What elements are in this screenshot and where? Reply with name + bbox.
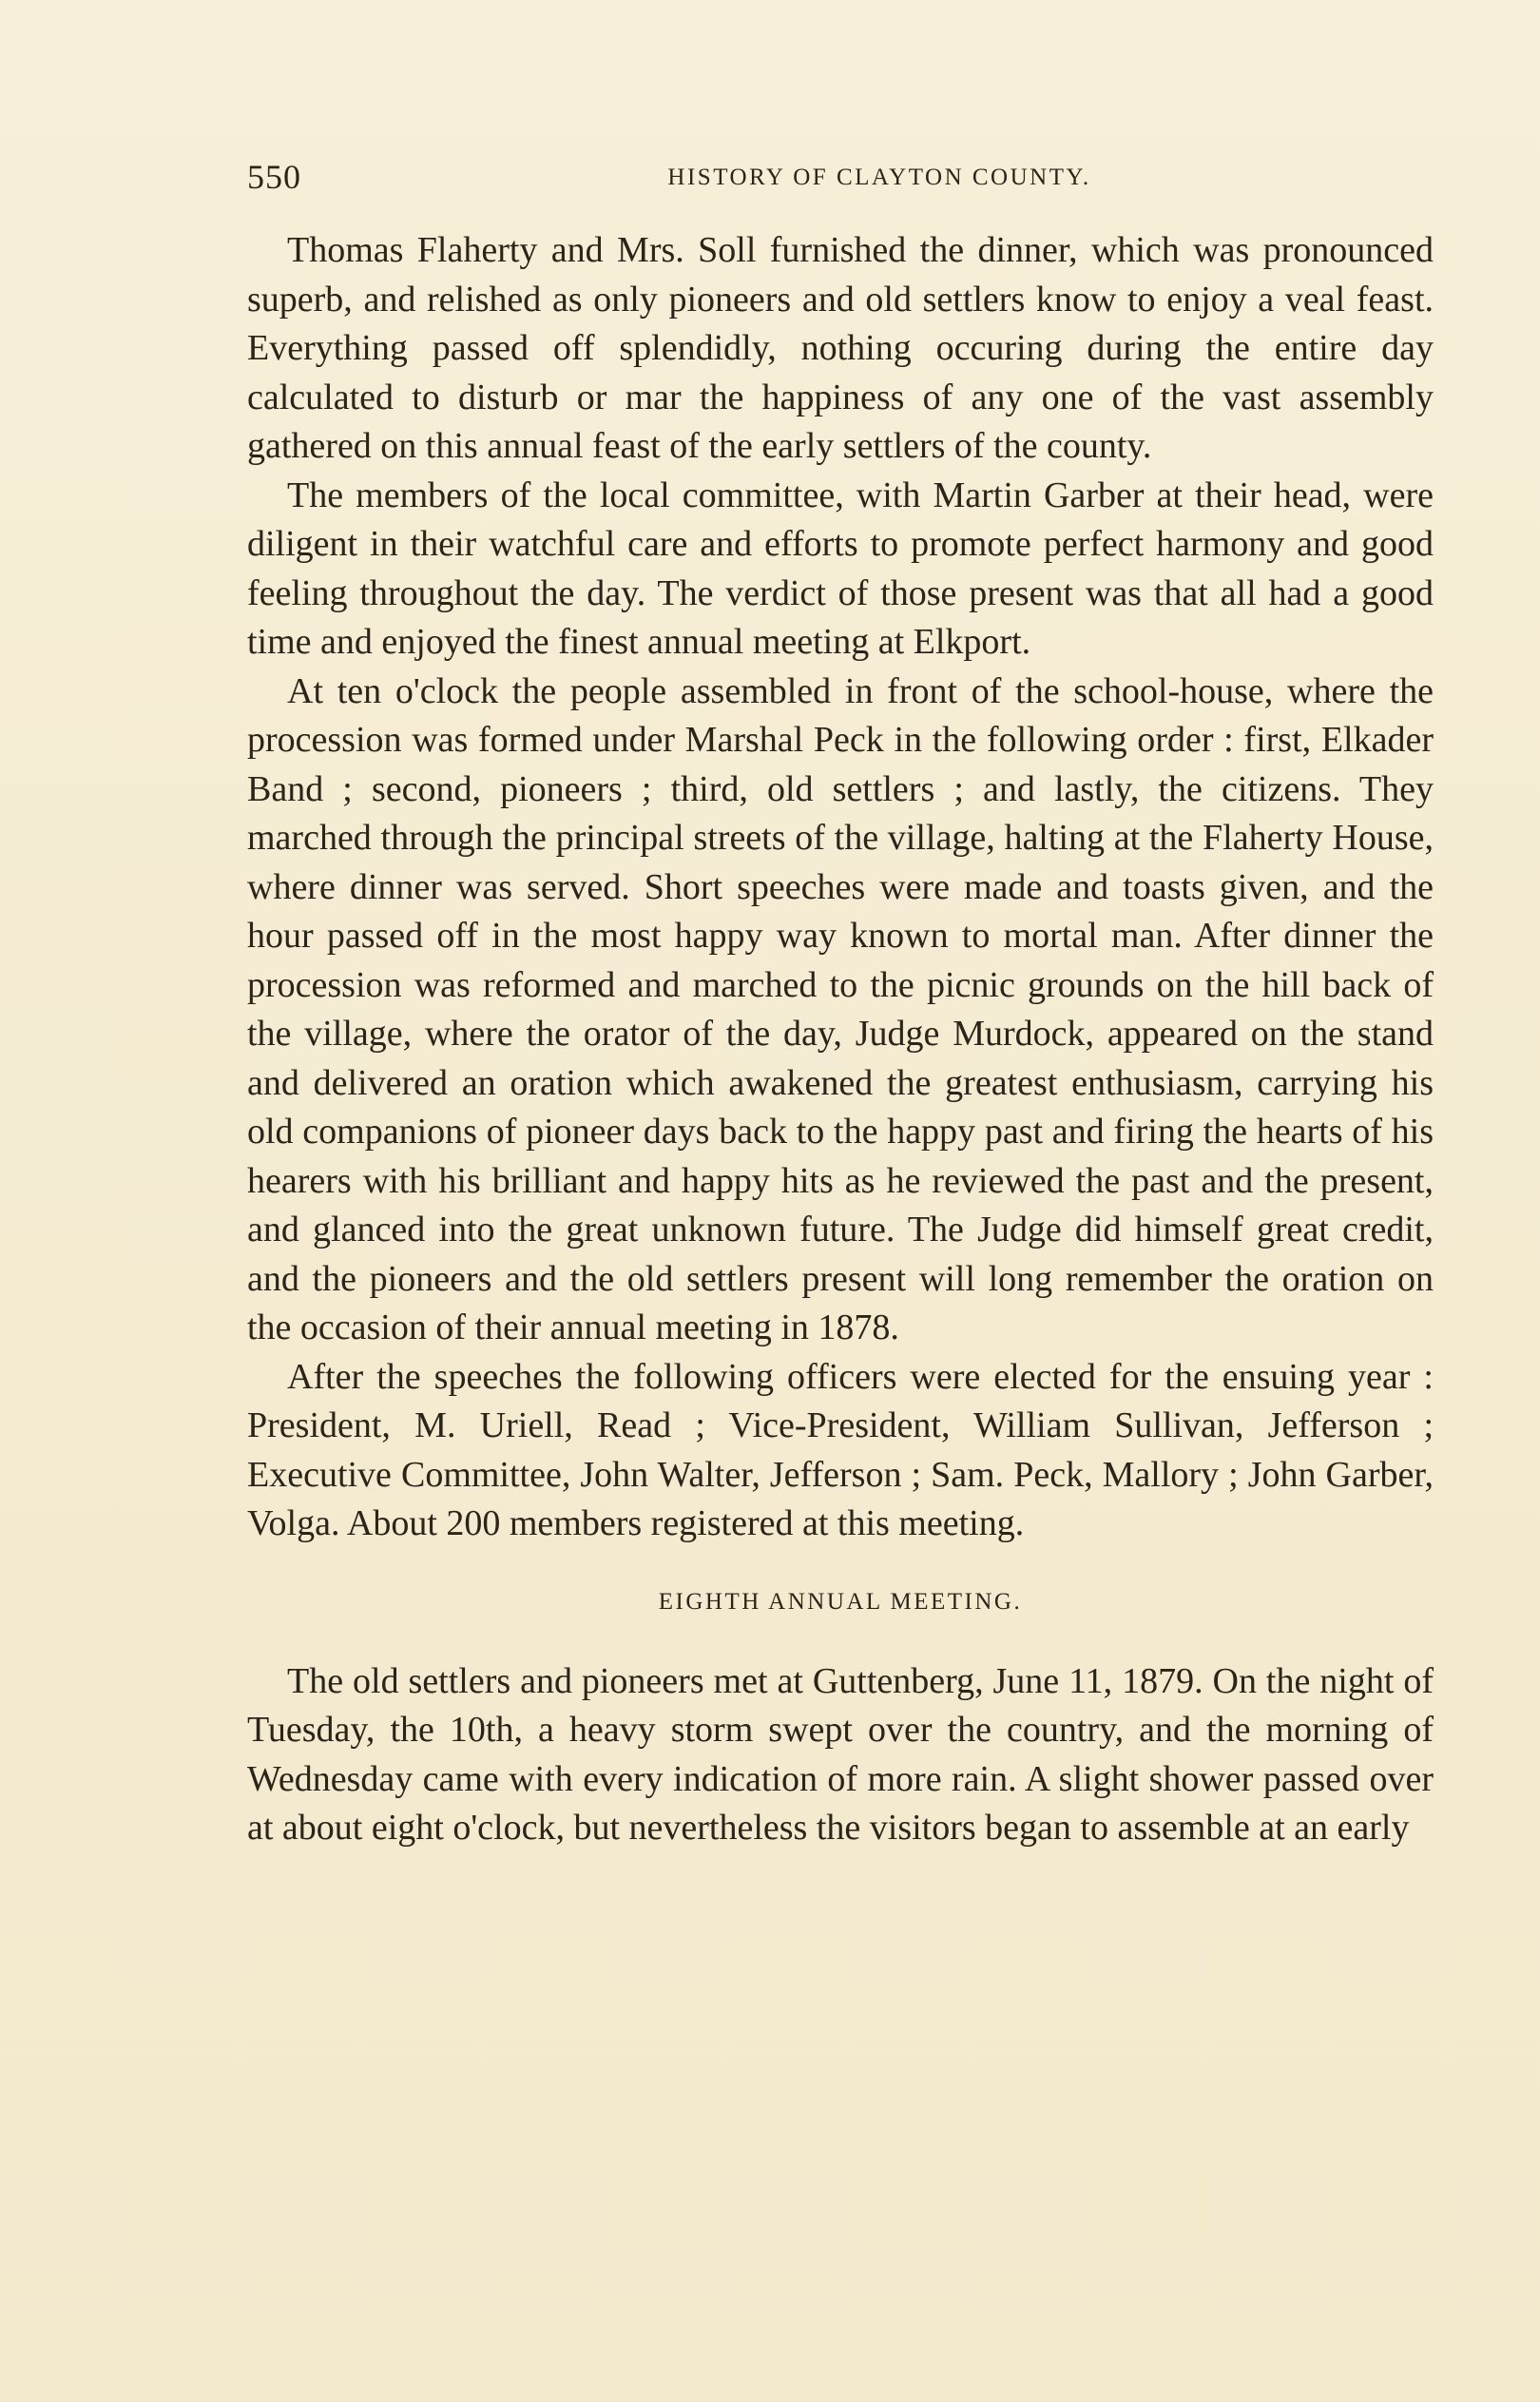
page-header (247, 157, 1435, 203)
paragraph-committee: The members of the local committee, with Martin Garber at their head, were diligent in their watchful care and efforts to promote perfect harmony and good feeling throughout the day. The verdict of those present was that all had a good time and enjoyed the finest annual meeting at Elkport. (247, 475, 1434, 662)
paragraph-procession: At ten o'clock the people assembled in front of the school-house, where the procession was formed under Marshal Peck in the following order : first, Elkader Band ; second, pioneers ; third, old settlers ; and lastly, the citizens. They marched through the principal streets of the village, halting at the Flaherty House, where dinner was served. Short speeches were made and toasts given, and the hour passed off in the most happy way known to mortal man. After dinner the procession was reformed and marched to the picnic grounds on the hill back of the village, where the orator of the day, Judge Murdock, appeared on the stand and delivered an oration which awakened the greatest enthusiasm, carrying his old companions of pioneer days back to the happy past and firing the hearts of his hearers with his brilliant and happy hits as he reviewed the past and the present, and glanced into the great unknown future. The Judge did himself great credit, and the pioneers and the old settlers present will long remember the oration on the occasion of their annual meeting in 1878. (247, 670, 1434, 1347)
paragraph-eighth-meeting: The old settlers and pioneers met at Guttenberg, June 11, 1879. On the night of Tuesday, the 10th, a heavy storm swept over the country, and the morning of Wednesday came with every indication of more rain. A slight shower passed over at about eight o'clock, but nevertheless the visitors began to assemble at an early (247, 1660, 1434, 1848)
running-head: HISTORY OF CLAYTON COUNTY. (667, 165, 1091, 190)
paragraph-officers: After the speeches the following officers were elected for the ensuing year : President, M. Uriell, Read ; Vice-President, William Sullivan, Jefferson ; Executive Committee, John Walter, Jefferson ; Sam. Peck, Mallory ; John Garber, Volga. About 200 members registered at this meeting. (247, 1356, 1434, 1543)
page-number: 550 (247, 158, 301, 196)
body-text (247, 226, 1434, 1853)
paragraph-dinner: Thomas Flaherty and Mrs. Soll furnished the dinner, which was pronounced superb, and relished as only pioneers and old settlers know to enjoy a veal feast. Everything passed off splendidly, nothing occuring during the entire day calculated to disturb or mar the happiness of any one of the vast assembly gathered on this annual feast of the early settlers of the county. (247, 230, 1434, 466)
section-heading: EIGHTH ANNUAL MEETING. (658, 1588, 1023, 1615)
